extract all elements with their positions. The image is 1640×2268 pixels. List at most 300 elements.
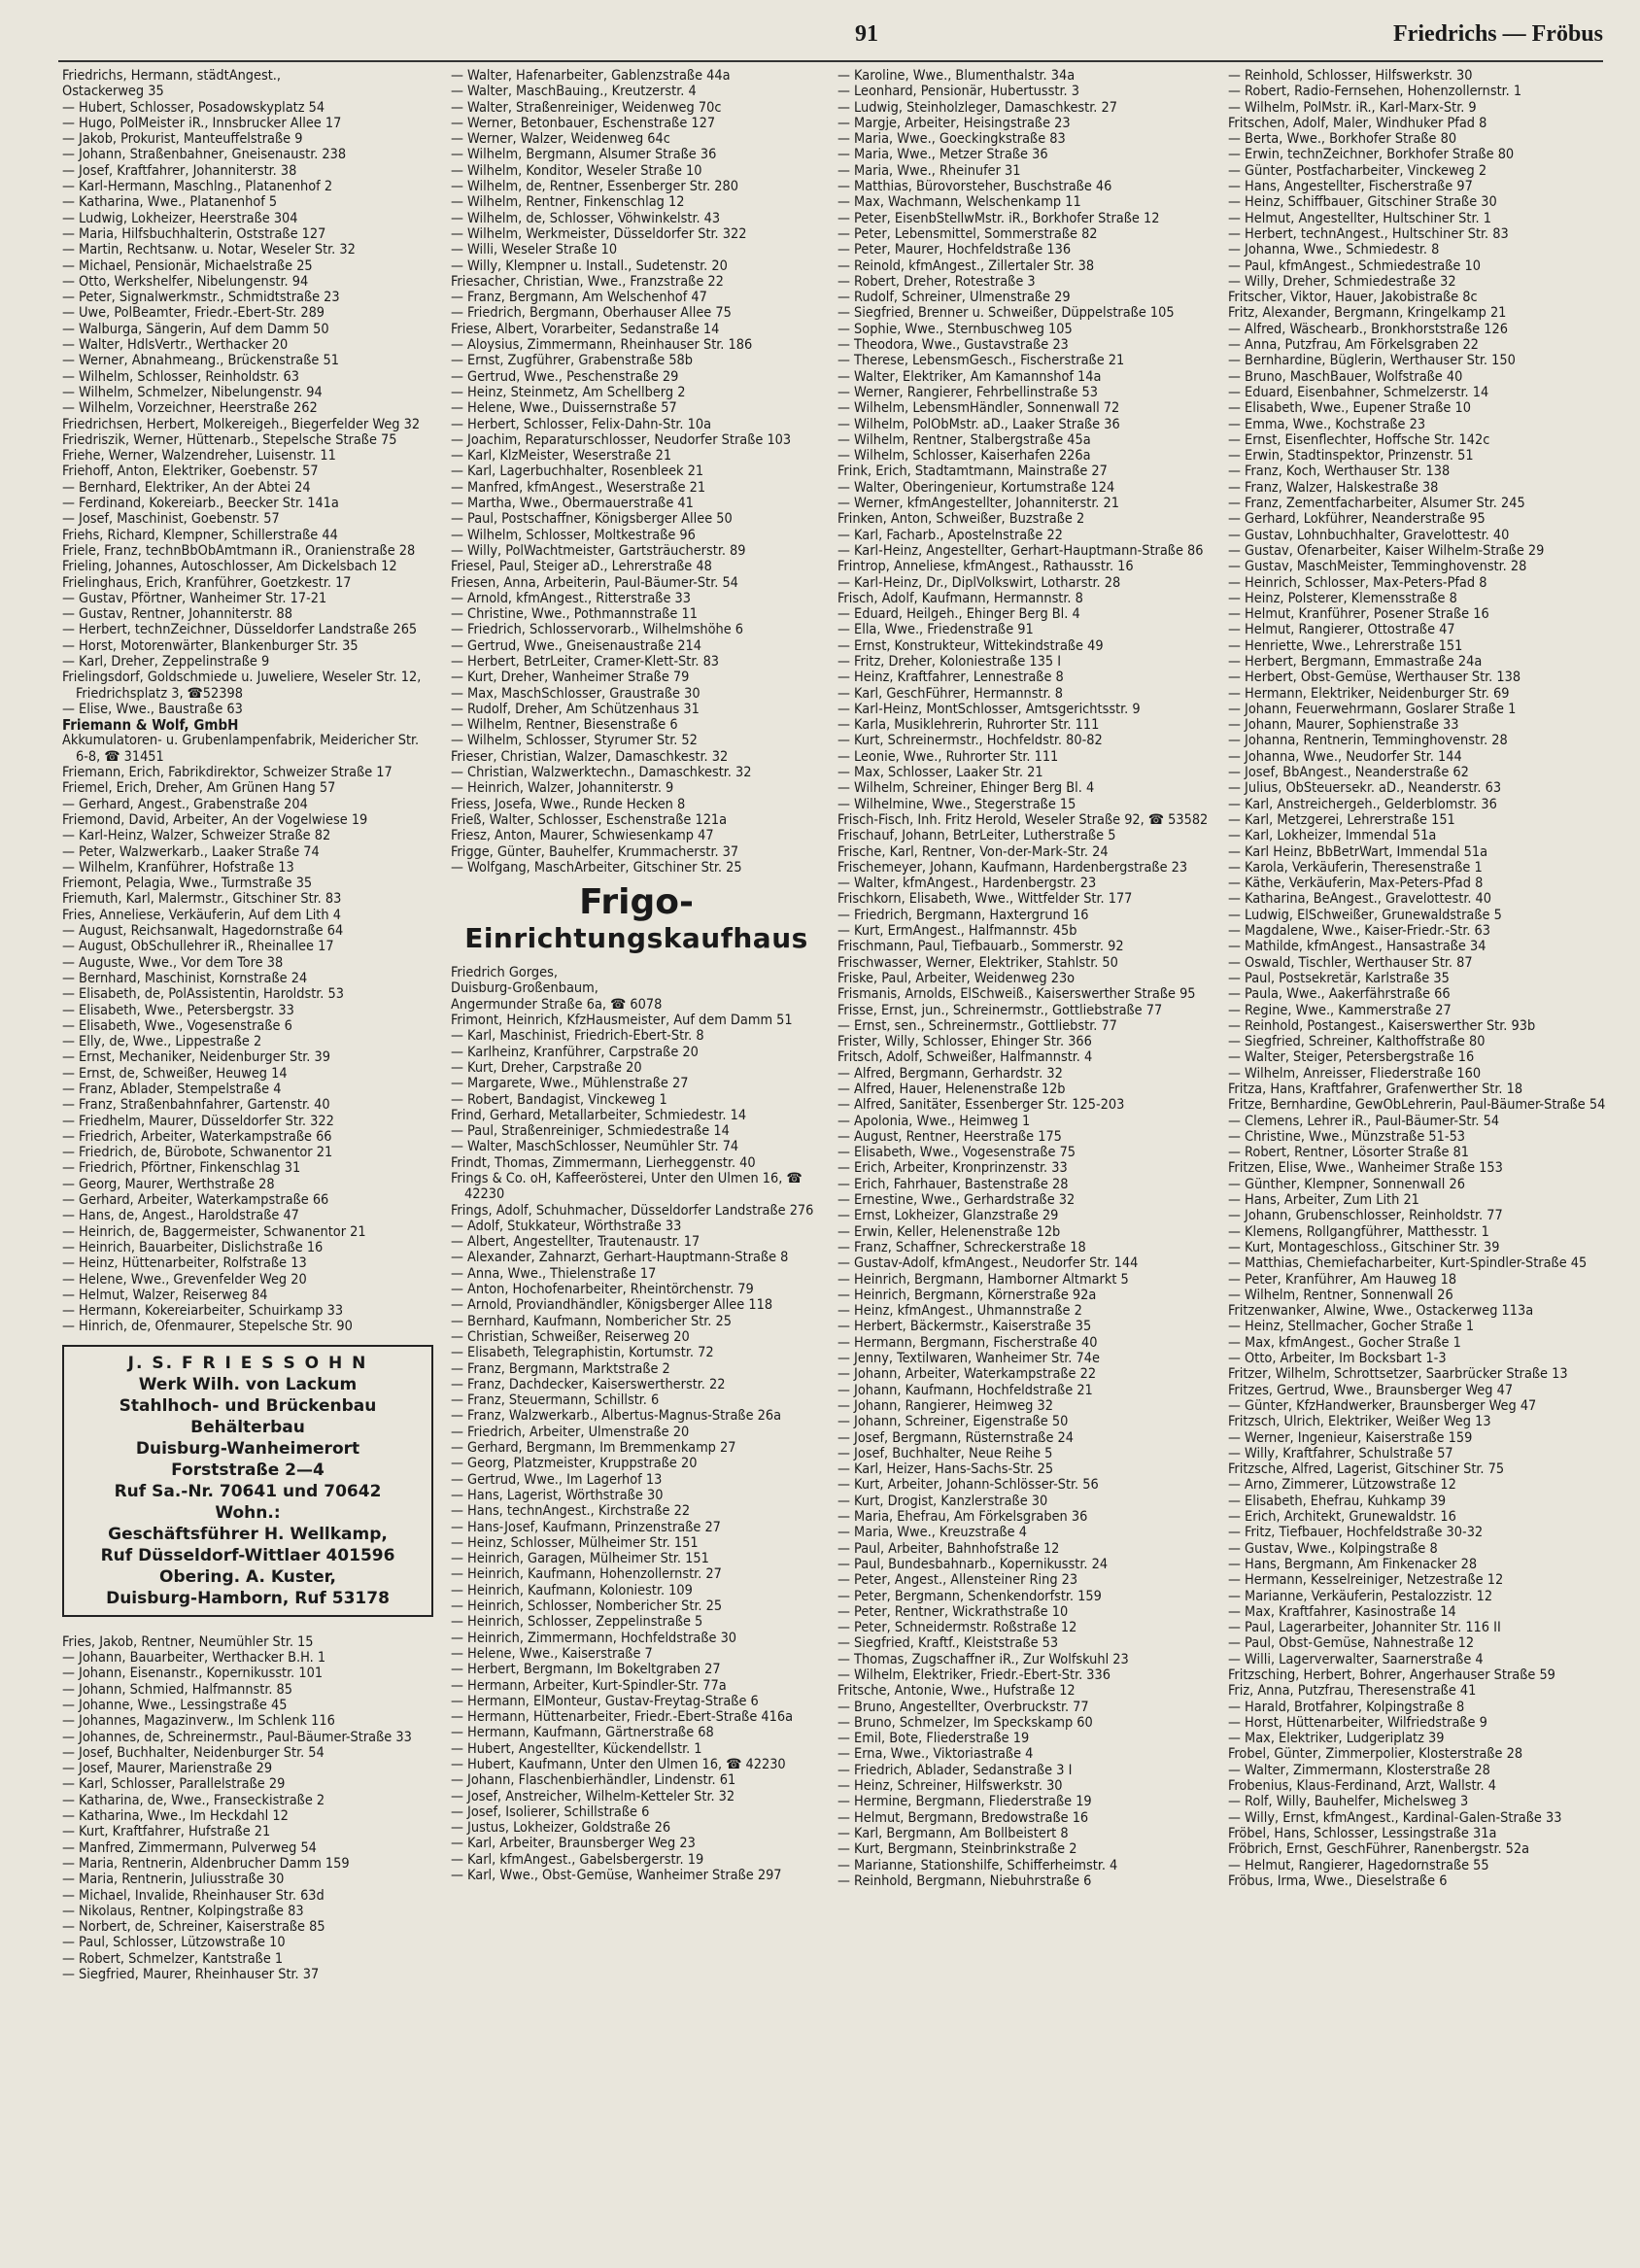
directory-entry: Friesel, Paul, Steiger aD., Lehrerstraße 48 (451, 559, 712, 575)
directory-entry: — Maria, Hilfsbuchhalterin, Oststraße 127 (62, 225, 326, 242)
directory-entry: — Karl-Heinz, Dr., DiplVolkswirt, Lotharstr. 28 (837, 574, 1121, 591)
directory-entry: — Friedrich, Arbeiter, Waterkampstraße 66 (62, 1128, 332, 1145)
directory-entry: — Therese, LebensmGesch., Fischerstraße 21 (837, 353, 1125, 369)
directory-entry: — Heinz, Polsterer, Klemensstraße 8 (1228, 590, 1457, 606)
directory-entry: — Kurt, Bergmann, Steinbrinkstraße 2 (837, 1841, 1077, 1858)
directory-entry: — Wolfgang, MaschArbeiter, Gitschiner Str. 25 (451, 859, 742, 876)
directory-entry: — Peter, Walzwerkarb., Laaker Straße 74 (62, 843, 320, 860)
directory-entry: Fritsch, Adolf, Schweißer, Halfmannstr. 4 (837, 1049, 1093, 1066)
directory-entry: — Siegfried, Schreiner, Kalthoffstraße 80 (1228, 1034, 1486, 1050)
directory-entry: — Friedrich, Bergmann, Haxtergrund 16 (837, 907, 1089, 923)
directory-entry: — Hermann, ElMonteur, Gustav-Freytag-Straße 6 (451, 1693, 759, 1709)
directory-entry: Friedrichs, Hermann, städtAngest., (62, 68, 282, 84)
directory-entry: — Leonie, Wwe., Ruhrorter Str. 111 (837, 748, 1059, 765)
directory-entry: — Kurt, Dreher, Wanheimer Straße 79 (451, 670, 690, 686)
directory-entry: — Hermann, Bergmann, Fischerstraße 40 (837, 1334, 1098, 1351)
directory-entry: — Hermine, Bergmann, Fliederstraße 19 (837, 1794, 1092, 1810)
directory-entry: — Helmut, Rangierer, Hagedornstraße 55 (1228, 1857, 1489, 1873)
directory-entry: Akkumulatoren- u. Grubenlampenfabrik, Meidericher Str. 6-8, ☎ 31451 (62, 733, 420, 765)
directory-entry: — Willy, PolWachtmeister, Gartsträucherstr. 89 (451, 542, 746, 559)
directory-entry: — Johanna, Rentnerin, Temminghovenstr. 28 (1228, 733, 1508, 749)
directory-entry: — Arnold, kfmAngest., Ritterstraße 33 (451, 590, 692, 606)
directory-entry: Frismanis, Arnolds, ElSchweiß., Kaiserswerther Straße 95 (837, 986, 1196, 1003)
directory-entry: — Max, MaschSchlosser, Graustraße 30 (451, 685, 700, 702)
directory-entry: — Peter, Schneidermstr. Roßstraße 12 (837, 1620, 1077, 1636)
directory-entry: — Werner, Ingenieur, Kaiserstraße 159 (1228, 1429, 1473, 1446)
directory-entry: — Heinrich, Walzer, Johanniterstr. 9 (451, 780, 674, 797)
ad-line: Ruf Sa.-Nr. 70641 und 70642 (114, 1481, 382, 1501)
directory-entry: — Erich, Arbeiter, Kronprinzenstr. 33 (837, 1160, 1068, 1177)
directory-entry: Fritze, Bernhardine, GewObLehrerin, Paul-Bäumer-Straße 54 (1228, 1097, 1606, 1114)
directory-entry: — Wilhelm, PolMstr. iR., Karl-Marx-Str. 9 (1228, 99, 1477, 116)
directory-entry: — Franz, Bergmann, Am Welschenhof 47 (451, 290, 707, 306)
directory-entry: — Johann, Straßenbahner, Gneisenaustr. 238 (62, 147, 347, 163)
directory-entry: — Helmut, Kranführer, Posener Straße 16 (1228, 606, 1489, 623)
directory-entry: — Walter, Elektriker, Am Kamannshof 14a (837, 368, 1102, 385)
directory-entry: — Fritz, Dreher, Koloniestraße 135 I (837, 653, 1062, 670)
directory-entry: Friemel, Erich, Dreher, Am Grünen Hang 57 (62, 780, 336, 797)
directory-entry: — Karl, kfmAngest., Gabelsbergerstr. 19 (451, 1851, 704, 1868)
directory-entry: Friemont, Pelagia, Wwe., Turmstraße 35 (62, 876, 313, 892)
directory-entry: — Kurt, Arbeiter, Johann-Schlösser-Str. 56 (837, 1477, 1099, 1494)
directory-entry: — Bruno, MaschBauer, Wolfstraße 40 (1228, 368, 1463, 385)
directory-entry: — Elisabeth, Wwe., Vogesenstraße 6 (62, 1017, 292, 1034)
directory-entry: — Manfred, Zimmermann, Pulverweg 54 (62, 1839, 317, 1856)
directory-entry: — Walter, Zimmermann, Klosterstraße 28 (1228, 1762, 1490, 1778)
directory-entry: — Wilhelm, de, Rentner, Essenberger Str. 280 (451, 179, 739, 195)
directory-entry: — Heinrich, Schlosser, Nombericher Str. 25 (451, 1598, 723, 1615)
directory-entry: Frigge, Günter, Bauhelfer, Krummacherstr. 37 (451, 843, 739, 860)
directory-entry: — Paul, Postschaffner, Königsberger Allee 50 (451, 511, 733, 528)
directory-entry: — Kurt, ErmAngest., Halfmannstr. 45b (837, 923, 1077, 940)
directory-entry: — Walter, MaschBauing., Kreutzerstr. 4 (451, 84, 697, 100)
directory-entry: — Bernhard, Elektriker, An der Abtei 24 (62, 479, 311, 496)
directory-entry: — Max, Schlosser, Laaker Str. 21 (837, 765, 1043, 781)
directory-entry: — Willi, Lagerverwalter, Saarnerstraße 4 (1228, 1651, 1484, 1667)
directory-entry: — Katharina, Wwe., Im Heckdahl 12 (62, 1808, 289, 1825)
directory-entry: Fritzsch, Ulrich, Elektriker, Weißer Weg 13 (1228, 1414, 1491, 1430)
directory-entry: — Magdalene, Wwe., Kaiser-Friedr.-Str. 63 (1228, 923, 1491, 940)
directory-entry: — Auguste, Wwe., Vor dem Tore 38 (62, 954, 284, 971)
directory-entry: Friemann, Erich, Fabrikdirektor, Schweizer Straße 17 (62, 765, 393, 781)
directory-entry: — Karlheinz, Kranführer, Carpstraße 20 (451, 1044, 699, 1060)
directory-entry: — Michael, Pensionär, Michaelstraße 25 (62, 258, 313, 274)
directory-entry: — Wilhelm, Kranführer, Hofstraße 13 (62, 859, 294, 876)
directory-entry: — Karl-Heinz, MontSchlosser, Amtsgerichtsstr. 9 (837, 701, 1141, 717)
directory-entry: Friese, Albert, Vorarbeiter, Sedanstraße 14 (451, 321, 720, 337)
directory-entry: — Walburga, Sängerin, Auf dem Damm 50 (62, 321, 329, 337)
directory-entry: Frisse, Ernst, jun., Schreinermstr., Gottliebstraße 77 (837, 1002, 1163, 1018)
directory-entry: — Joachim, Reparaturschlosser, Neudorfer Straße 103 (451, 431, 792, 448)
ad-line: Ruf Düsseldorf-Wittlaer 401596 (100, 1545, 395, 1565)
directory-entry: — Ernst, Mechaniker, Neidenburger Str. 39 (62, 1049, 330, 1066)
directory-entry: — Walter, Steiger, Petersbergstraße 16 (1228, 1049, 1475, 1066)
directory-entry: — Berta, Wwe., Borkhofer Straße 80 (1228, 131, 1457, 148)
directory-entry: — Karl, Wwe., Obst-Gemüse, Wanheimer Straße 297 (451, 1868, 782, 1884)
directory-entry: — Uwe, PolBeamter, Friedr.-Ebert-Str. 289 (62, 305, 325, 322)
directory-entry: Fröbrich, Ernst, GeschFührer, Ranenbergstr. 52a (1228, 1841, 1530, 1858)
ad-line: J. S. F R I E S S O H N (127, 1353, 368, 1373)
directory-entry: — Wilhelm, Rentner, Biesenstraße 6 (451, 717, 678, 734)
directory-entry: — Erich, Fahrhauer, Bastenstraße 28 (837, 1176, 1069, 1192)
directory-entry: — Gerhard, Arbeiter, Waterkampstraße 66 (62, 1192, 329, 1209)
directory-entry: — Hans, Arbeiter, Zum Lith 21 (1228, 1192, 1419, 1209)
directory-entry: Friele, Franz, technBbObAmtmann iR., Oranienstraße 28 (62, 542, 416, 559)
directory-entry: Fritzenwanker, Alwine, Wwe., Ostackerweg 113a (1228, 1303, 1534, 1320)
directory-entry: — Ernst, Lokheizer, Glanzstraße 29 (837, 1208, 1059, 1224)
directory-entry: — Max, kfmAngest., Gocher Straße 1 (1228, 1334, 1461, 1351)
directory-entry: — Maria, Wwe., Rheinufer 31 (837, 162, 1021, 179)
directory-entry: Frinken, Anton, Schweißer, Buzstraße 2 (837, 511, 1085, 528)
directory-entry: — Karl-Hermann, Maschlng., Platanenhof 2 (62, 179, 333, 195)
directory-entry: — Walter, Straßenreiniger, Weidenweg 70c (451, 99, 722, 116)
directory-entry: Frisch-Fisch, Inh. Fritz Herold, Weseler Straße 92, ☎ 53582 (837, 811, 1209, 828)
directory-entry: — Hubert, Schlosser, Posadowskyplatz 54 (62, 99, 325, 116)
directory-entry: — Ferdinand, Kokereiarb., Beecker Str. 141a (62, 496, 339, 512)
directory-entry: — Karl-Heinz, Angestellter, Gerhart-Hauptmann-Straße 86 (837, 542, 1204, 559)
directory-entry: — Werner, Abnahmeang., Brückenstraße 51 (62, 353, 339, 369)
directory-entry: — Helmut, Angestellter, Hultschiner Str. 1 (1228, 210, 1491, 226)
directory-entry: — Günter, KfzHandwerker, Braunsberger Weg 47 (1228, 1397, 1537, 1414)
directory-entry: — Ernst, Zugführer, Grabenstraße 58b (451, 353, 694, 369)
directory-entry: — Nikolaus, Rentner, Kolpingstraße 83 (62, 1903, 304, 1919)
directory-entry: — Max, Wachmann, Welschenkamp 11 (837, 194, 1081, 211)
frigo-ad-line-1: Frigo- (579, 882, 694, 923)
directory-entry: — Gertrud, Wwe., Im Lagerhof 13 (451, 1471, 663, 1488)
directory-entry: — Peter, Maurer, Hochfeldstraße 136 (837, 242, 1072, 258)
directory-entry: — Ludwig, Lokheizer, Heerstraße 304 (62, 210, 298, 226)
directory-entry: Friesz, Anton, Maurer, Schwiesenkamp 47 (451, 828, 714, 844)
directory-entry: — Josef, Anstreicher, Wilhelm-Ketteler Str. 32 (451, 1788, 735, 1804)
directory-entry: — Wilhelm, Bergmann, Alsumer Straße 36 (451, 147, 717, 163)
page-number: 91 (855, 21, 878, 47)
directory-entry: — Herbert, BetrLeiter, Cramer-Klett-Str. 83 (451, 653, 720, 670)
directory-entry: — Erwin, Keller, Helenenstraße 12b (837, 1223, 1061, 1240)
directory-entry: — Maria, Rentnerin, Aldenbrucher Damm 159 (62, 1855, 350, 1872)
directory-entry: — Rolf, Willy, Bauhelfer, Michelsweg 3 (1228, 1794, 1469, 1810)
directory-entry: — Hans, Bergmann, Am Finkenacker 28 (1228, 1556, 1478, 1572)
directory-entry: — Herbert, Obst-Gemüse, Werthauser Str. 138 (1228, 670, 1521, 686)
directory-entry: — Ernst, Konstrukteur, Wittekindstraße 49 (837, 637, 1104, 654)
directory-entry: — Heinz, Schiffbauer, Gitschiner Straße 30 (1228, 194, 1497, 211)
directory-entry: — Marianne, Verkäuferin, Pestalozzistr. 12 (1228, 1588, 1493, 1604)
directory-entry: — Robert, Bandagist, Vinckeweg 1 (451, 1091, 667, 1108)
directory-entry: — Alfred, Sanitäter, Essenberger Str. 125-203 (837, 1097, 1125, 1114)
directory-entry: — Christian, Walzwerktechn., Damaschkestr. 32 (451, 765, 752, 781)
directory-entry: — Gertrud, Wwe., Gneisenaustraße 214 (451, 637, 701, 654)
directory-entry: Frielingsdorf, Goldschmiede u. Juweliere, Weseler Str. 12, Friedrichsplatz 3, ☎52398 (62, 670, 422, 702)
directory-entry: Fritzsching, Herbert, Bohrer, Angerhauser Straße 59 (1228, 1667, 1555, 1683)
directory-entry: — Elise, Wwe., Baustraße 63 (62, 701, 243, 717)
directory-entry: — Herbert, Schlosser, Felix-Dahn-Str. 10a (451, 416, 712, 432)
directory-entry: — Leonhard, Pensionär, Hubertusstr. 3 (837, 84, 1079, 100)
directory-entry: — Johanna, Wwe., Neudorfer Str. 144 (1228, 748, 1462, 765)
directory-entry: — Alexander, Zahnarzt, Gerhart-Hauptmann-Straße 8 (451, 1250, 789, 1266)
directory-entry: — Robert, Schmelzer, Kantstraße 1 (62, 1950, 284, 1967)
directory-entry: — Bernhard, Maschinist, Kornstraße 24 (62, 970, 308, 986)
directory-entry: — Clemens, Lehrer iR., Paul-Bäumer-Str. 54 (1228, 1113, 1500, 1129)
directory-entry: — Wilhelm, Anreisser, Fliederstraße 160 (1228, 1065, 1482, 1082)
directory-entry: — Katharina, de, Wwe., Franseckistraße 2 (62, 1792, 325, 1808)
directory-entry: — Herbert, technAngest., Hultschiner Str. 83 (1228, 225, 1509, 242)
directory-entry: — Kurt, Dreher, Carpstraße 20 (451, 1059, 642, 1076)
directory-entry: Ostackerweg 35 (62, 84, 164, 100)
directory-entry: Friedrichsen, Herbert, Molkereigeh., Biegerfelder Weg 32 (62, 416, 421, 432)
directory-entry: Friedrich Gorges, (451, 965, 558, 981)
directory-entry: — Heinrich, Garagen, Mülheimer Str. 151 (451, 1551, 709, 1567)
directory-entry: — Wilhelm, Schmelzer, Nibelungenstr. 94 (62, 384, 323, 400)
directory-entry: Frister, Willy, Schlosser, Ehinger Str. 366 (837, 1034, 1092, 1050)
directory-entry: — Werner, Betonbauer, Eschenstraße 127 (451, 115, 716, 131)
directory-entry: — Elisabeth, Wwe., Petersbergstr. 33 (62, 1002, 294, 1018)
directory-entry: — Harald, Brotfahrer, Kolpingstraße 8 (1228, 1699, 1465, 1715)
directory-entry: Fritschen, Adolf, Maler, Windhuker Pfad 8 (1228, 115, 1487, 131)
directory-entry: — Hans, de, Angest., Haroldstraße 47 (62, 1208, 299, 1224)
directory-entry: Friz, Anna, Putzfrau, Theresenstraße 41 (1228, 1683, 1477, 1700)
directory-entry: — Willy, Dreher, Schmiedestraße 32 (1228, 273, 1456, 290)
directory-entry: Fritzes, Gertrud, Wwe., Braunsberger Weg 47 (1228, 1382, 1514, 1398)
directory-entry: — Hubert, Angestellter, Kückendellstr. 1 (451, 1740, 702, 1757)
directory-entry: — Karl, Maschinist, Friedrich-Ebert-Str. 8 (451, 1028, 704, 1045)
directory-entry: — Heinz, Steinmetz, Am Schellberg 2 (451, 384, 686, 400)
directory-entry: — Gustav, MaschMeister, Temminghovenstr. 28 (1228, 559, 1527, 575)
directory-entry: — Gerhard, Angest., Grabenstraße 204 (62, 796, 308, 812)
directory-entry: — Helene, Wwe., Kaiserstraße 7 (451, 1645, 653, 1662)
directory-entry: — August, ObSchullehrer iR., Rheinallee 17 (62, 939, 334, 955)
directory-entry: — Matthias, Chemiefacharbeiter, Kurt-Spindler-Straße 45 (1228, 1255, 1588, 1272)
directory-entry: — Anna, Wwe., Thielenstraße 17 (451, 1265, 657, 1282)
directory-entry: — Michael, Invalide, Rheinhauser Str. 63d (62, 1887, 325, 1904)
directory-entry: — Gerhard, Lokführer, Neanderstraße 95 (1228, 511, 1486, 528)
directory-entry: — Maria, Wwe., Goeckingkstraße 83 (837, 131, 1066, 148)
directory-entry: — Helmut, Rangierer, Ottostraße 47 (1228, 622, 1455, 638)
directory-entry: — Wilhelm, Rentner, Stalbergstraße 45a (837, 431, 1091, 448)
directory-entry: Frisch, Adolf, Kaufmann, Hermannstr. 8 (837, 590, 1083, 606)
directory-entry: — Reinold, kfmAngest., Zillertaler Str. 38 (837, 258, 1095, 274)
directory-entry: — Klemens, Rollgangführer, Matthesstr. 1 (1228, 1223, 1489, 1240)
directory-entry: — Heinrich, Schlosser, Max-Peters-Pfad 8 (1228, 574, 1487, 591)
directory-entry: — Wilhelm, Schreiner, Ehinger Berg Bl. 4 (837, 780, 1095, 797)
directory-entry: — Josef, Kraftfahrer, Johanniterstr. 38 (62, 162, 297, 179)
directory-entry: — Johannes, Magazinverw., Im Schlenk 116 (62, 1713, 335, 1730)
directory-entry: — Anton, Hochofenarbeiter, Rheintörchenstr. 79 (451, 1282, 754, 1298)
directory-entry: — Elisabeth, Ehefrau, Kuhkamp 39 (1228, 1493, 1447, 1509)
directory-entry: — Heinrich, Kaufmann, Hohenzollernstr. 27 (451, 1566, 722, 1583)
directory-entry: — Gustav, Wwe., Kolpingstraße 8 (1228, 1540, 1438, 1557)
directory-entry: — Johann, Maurer, Sophienstraße 33 (1228, 717, 1459, 734)
directory-entry: — Johanne, Wwe., Lessingstraße 45 (62, 1697, 288, 1713)
directory-entry: — Siegfried, Brenner u. Schweißer, Düppelstraße 105 (837, 305, 1175, 322)
directory-entry: — Friedrich, Ablader, Sedanstraße 3 I (837, 1762, 1073, 1778)
ad-line: Behälterbau (190, 1417, 305, 1437)
directory-entry: — Paul, Straßenreiniger, Schmiedestraße 14 (451, 1123, 730, 1140)
directory-entry: — Margarete, Wwe., Mühlenstraße 27 (451, 1076, 689, 1092)
directory-entry: — Christian, Schweißer, Reiserweg 20 (451, 1328, 690, 1345)
directory-entry: — Heinz, Stellmacher, Gocher Straße 1 (1228, 1319, 1475, 1335)
directory-entry: — Heinrich, Kaufmann, Koloniestr. 109 (451, 1582, 693, 1598)
directory-entry: — Arnold, Proviandhändler, Königsberger Allee 118 (451, 1297, 773, 1314)
directory-entry: — Karl, Lokheizer, Immendal 51a (1228, 828, 1437, 844)
directory-entry: — Herbert, Bergmann, Emmastraße 24a (1228, 653, 1483, 670)
directory-entry: — Käthe, Verkäuferin, Max-Peters-Pfad 8 (1228, 876, 1484, 892)
directory-entry: — Paula, Wwe., Aakerfährstraße 66 (1228, 986, 1451, 1003)
directory-entry: Fröbus, Irma, Wwe., Dieselstraße 6 (1228, 1873, 1448, 1889)
directory-entry: Angermunder Straße 6a, ☎ 6078 (451, 996, 663, 1013)
directory-entry: Fritzer, Wilhelm, Schrottsetzer, Saarbrücker Straße 13 (1228, 1366, 1568, 1383)
advertisement-fries-sohn (62, 1345, 433, 1617)
directory-entry: Frintrop, Anneliese, kfmAngest., Rathausstr. 16 (837, 559, 1134, 575)
directory-entry: — Gustav, Ofenarbeiter, Kaiser Wilhelm-Straße 29 (1228, 542, 1545, 559)
directory-entry: — Max, Kraftfahrer, Kasinostraße 14 (1228, 1603, 1456, 1620)
directory-entry: — Wilhelm, Rentner, Finkenschlag 12 (451, 194, 685, 211)
directory-entry: Fritzen, Elise, Wwe., Wanheimer Straße 153 (1228, 1160, 1503, 1177)
directory-entry: — Herbert, Bäckermstr., Kaiserstraße 35 (837, 1319, 1092, 1335)
directory-entry: — Gerhard, Bergmann, Im Bremmenkamp 27 (451, 1440, 736, 1457)
directory-entry: Frobenius, Klaus-Ferdinand, Arzt, Wallstr. 4 (1228, 1778, 1496, 1795)
directory-entry: — Hans-Josef, Kaufmann, Prinzenstraße 27 (451, 1519, 721, 1535)
directory-entry: — Johann, Flaschenbierhändler, Lindenstr. 61 (451, 1772, 736, 1789)
column-3 (837, 68, 1209, 2254)
directory-entry: — Heinrich, Schlosser, Zeppelinstraße 5 (451, 1614, 703, 1631)
directory-entry: — Karl, Dreher, Zeppelinstraße 9 (62, 653, 270, 670)
directory-entry: — Karl Heinz, BbBetrWart, Immendal 51a (1228, 843, 1488, 860)
directory-entry: — Peter, Lebensmittel, Sommerstraße 82 (837, 225, 1098, 242)
directory-entry: — Karl, Anstreichergeh., Gelderblomstr. 36 (1228, 796, 1497, 812)
directory-entry: — Wilhelm, de, Schlosser, Vöhwinkelstr. 43 (451, 210, 721, 226)
directory-entry: — Friedrich, Bergmann, Oberhauser Allee 75 (451, 305, 732, 322)
directory-entry: — Erich, Architekt, Grunewaldstr. 16 (1228, 1509, 1456, 1526)
directory-entry: Frische, Karl, Rentner, Von-der-Mark-Str. 24 (837, 843, 1109, 860)
directory-entry: — Wilhelm, PolObMstr. aD., Laaker Straße 36 (837, 416, 1120, 432)
directory-entry: — Franz, Straßenbahnfahrer, Gartenstr. 40 (62, 1097, 330, 1114)
directory-entry: — Josef, Maurer, Marienstraße 29 (62, 1761, 273, 1777)
directory-entry: Frischkorn, Elisabeth, Wwe., Wittfelder Str. 177 (837, 891, 1133, 908)
directory-entry: — Horst, Motorenwärter, Blankenburger Str. 35 (62, 637, 359, 654)
directory-entry: — Maria, Rentnerin, Juliusstraße 30 (62, 1872, 285, 1888)
directory-entry: Frings & Co. oH, Kaffeerösterei, Unter den Ulmen 16, ☎ 42230 (451, 1171, 803, 1203)
directory-entry: — Hermann, Kokereiarbeiter, Schuirkamp 33 (62, 1303, 344, 1320)
directory-entry: — Franz, Ablader, Stempelstraße 4 (62, 1082, 282, 1097)
directory-entry: — Herbert, Bergmann, Im Bokeltgraben 27 (451, 1662, 721, 1678)
directory-entry: Frindt, Thomas, Zimmermann, Lierheggenstr. 40 (451, 1154, 756, 1171)
directory-entry: — Heinz, Schlosser, Mülheimer Str. 151 (451, 1534, 699, 1551)
directory-entry: — Karl, Heizer, Hans-Sachs-Str. 25 (837, 1461, 1054, 1478)
directory-entry: — Maria, Ehefrau, Am Förkelsgraben 36 (837, 1509, 1088, 1526)
directory-entry: — Hermann, Kaufmann, Gärtnerstraße 68 (451, 1725, 714, 1741)
directory-entry: — Elisabeth, Telegraphistin, Kortumstr. 72 (451, 1345, 714, 1361)
directory-entry: — Margje, Arbeiter, Heisingstraße 23 (837, 115, 1071, 131)
directory-entry: Frink, Erich, Stadtamtmann, Mainstraße 27 (837, 464, 1108, 480)
directory-entry: — Josef, BbAngest., Neanderstraße 62 (1228, 765, 1469, 781)
directory-entry: Frielinghaus, Erich, Kranführer, Goetzkestr. 17 (62, 574, 352, 591)
directory-entry: — Alfred, Hauer, Helenenstraße 12b (837, 1082, 1066, 1097)
directory-entry: — Ludwig, ElSchweißer, Grunewaldstraße 5 (1228, 907, 1502, 923)
directory-entry: — Josef, Bergmann, Rüsternstraße 24 (837, 1429, 1074, 1446)
directory-entry: — Willi, Weseler Straße 10 (451, 242, 618, 258)
directory-entry: — Hubert, Kaufmann, Unter den Ulmen 16, ☎ 42230 (451, 1756, 786, 1772)
directory-entry: — Paul, Postsekretär, Karlstraße 35 (1228, 970, 1450, 986)
directory-entry: — Willy, Ernst, kfmAngest., Kardinal-Galen-Straße 33 (1228, 1809, 1562, 1826)
directory-entry: — Heinrich, Bergmann, Hamborner Altmarkt 5 (837, 1271, 1129, 1288)
directory-entry: — Werner, Walzer, Weidenweg 64c (451, 131, 670, 148)
directory-entry: Friemann & Wolf, GmbH (62, 716, 239, 735)
directory-entry: — Rudolf, Dreher, Am Schützenhaus 31 (451, 701, 700, 717)
directory-entry: — Peter, Angest., Allensteiner Ring 23 (837, 1572, 1078, 1589)
directory-entry: — Karl, Metzgerei, Lehrerstraße 151 (1228, 811, 1455, 828)
directory-entry: Fritscher, Viktor, Hauer, Jakobistraße 8c (1228, 290, 1478, 306)
directory-entry: — Wilhelm, Vorzeichner, Heerstraße 262 (62, 400, 318, 417)
directory-entry: — Aloysius, Zimmermann, Rheinhauser Str. 186 (451, 337, 753, 354)
directory-entry: — Hans, technAngest., Kirchstraße 22 (451, 1503, 691, 1520)
directory-entry: — Hermann, Elektriker, Neidenburger Str. 69 (1228, 685, 1510, 702)
ad-line: Duisburg-Hamborn, Ruf 53178 (106, 1588, 390, 1608)
directory-entry: — Emil, Bote, Fliederstraße 19 (837, 1731, 1030, 1747)
directory-entry: — Henriette, Wwe., Lehrerstraße 151 (1228, 637, 1463, 654)
directory-entry: — Heinrich, Zimmermann, Hochfeldstraße 30 (451, 1630, 737, 1646)
directory-entry: — Gustav, Rentner, Johanniterstr. 88 (62, 606, 293, 623)
directory-entry: — Werner, kfmAngestellter, Johanniterstr. 21 (837, 496, 1120, 512)
directory-entry: — Siegfried, Maurer, Rheinhauser Str. 37 (62, 1966, 320, 1982)
directory-entry: — Georg, Platzmeister, Kruppstraße 20 (451, 1456, 698, 1472)
directory-entry: — Hermann, Kesselreiniger, Netzestraße 12 (1228, 1572, 1504, 1589)
directory-entry: — Hermann, Arbeiter, Kurt-Spindler-Str. 77a (451, 1677, 727, 1694)
directory-entry: — Paul, Obst-Gemüse, Nahnestraße 12 (1228, 1635, 1475, 1652)
directory-entry: — Walter, HdlsVertr., Werthacker 20 (62, 337, 289, 354)
directory-entry: — Hugo, PolMeister iR., Innsbrucker Allee 17 (62, 115, 342, 131)
directory-entry: — Erwin, Stadtinspektor, Prinzenstr. 51 (1228, 448, 1474, 464)
directory-entry: — Friedrich, Schlosservorarb., Wilhelmshöhe 6 (451, 622, 744, 638)
directory-entry: — Otto, Werkshelfer, Nibelungenstr. 94 (62, 273, 309, 290)
directory-entry: — Apolonia, Wwe., Heimweg 1 (837, 1113, 1031, 1129)
directory-entry: — Gustav, Lohnbuchhalter, Gravelottestr. 40 (1228, 527, 1510, 543)
ad-line: Duisburg-Wanheimerort (135, 1438, 360, 1459)
directory-entry: — Johann, Schmied, Halfmannstr. 85 (62, 1681, 293, 1698)
directory-entry: — Anna, Putzfrau, Am Förkelsgraben 22 (1228, 337, 1479, 354)
directory-entry: Friesen, Anna, Arbeiterin, Paul-Bäumer-Str. 54 (451, 574, 738, 591)
directory-entry: — Elisabeth, de, PolAssistentin, Haroldstr. 53 (62, 986, 344, 1003)
directory-entry: — Karl, GeschFührer, Hermannstr. 8 (837, 685, 1064, 702)
directory-entry: — Julius, ObSteuersekr. aD., Neanderstr. 63 (1228, 780, 1502, 797)
directory-entry: Friesacher, Christian, Wwe., Franzstraße 22 (451, 273, 724, 290)
directory-entry: — Thomas, Zugschaffner iR., Zur Wolfskuhl 23 (837, 1651, 1129, 1667)
directory-entry: — Jakob, Prokurist, Manteuffelstraße 9 (62, 131, 303, 148)
directory-entry: Friehe, Werner, Walzendreher, Luisenstr. 11 (62, 448, 336, 464)
directory-entry: — Josef, Buchhalter, Neidenburger Str. 54 (62, 1744, 325, 1761)
directory-entry: — Elisabeth, Wwe., Eupener Straße 10 (1228, 400, 1471, 417)
directory-entry: — Sophie, Wwe., Sternbuschweg 105 (837, 321, 1073, 337)
directory-entry: — Karla, Musiklehrerin, Ruhrorter Str. 111 (837, 717, 1100, 734)
directory-entry: — Paul, Schlosser, Lützowstraße 10 (62, 1935, 286, 1951)
directory-entry: — Heinz, Kraftfahrer, Lennestraße 8 (837, 670, 1064, 686)
directory-entry: — Karl, Schlosser, Parallelstraße 29 (62, 1776, 286, 1793)
ad-line: Obering. A. Kuster, (159, 1566, 336, 1587)
directory-entry: — Heinz, Schreiner, Hilfswerkstr. 30 (837, 1778, 1063, 1795)
directory-entry: — Johann, Rangierer, Heimweg 32 (837, 1397, 1053, 1414)
directory-entry: — Paul, kfmAngest., Schmiedestraße 10 (1228, 258, 1481, 274)
directory-entry: Fröbel, Hans, Schlosser, Lessingstraße 31a (1228, 1825, 1497, 1841)
directory-entry: — Erwin, technZeichner, Borkhofer Straße 80 (1228, 147, 1515, 163)
directory-entry: Frischwasser, Werner, Elektriker, Stahlstr. 50 (837, 954, 1118, 971)
directory-entry: — Franz, Bergmann, Marktstraße 2 (451, 1360, 670, 1377)
directory-entry: — Ludwig, Steinholzleger, Damaschkestr. 27 (837, 99, 1117, 116)
directory-entry: — August, Rentner, Heerstraße 175 (837, 1128, 1062, 1145)
directory-entry: — Justus, Lokheizer, Goldstraße 26 (451, 1820, 671, 1837)
directory-entry: — Heinrich, Bauarbeiter, Dislichstraße 16 (62, 1239, 324, 1255)
directory-entry: Fritza, Hans, Kraftfahrer, Grafenwerther Str. 18 (1228, 1082, 1523, 1097)
directory-entry: — Franz, Zementfacharbeiter, Alsumer Str. 245 (1228, 496, 1525, 512)
directory-entry: — Emma, Wwe., Kochstraße 23 (1228, 416, 1426, 432)
directory-entry: — Karl, Bergmann, Am Bollbeistert 8 (837, 1825, 1069, 1841)
